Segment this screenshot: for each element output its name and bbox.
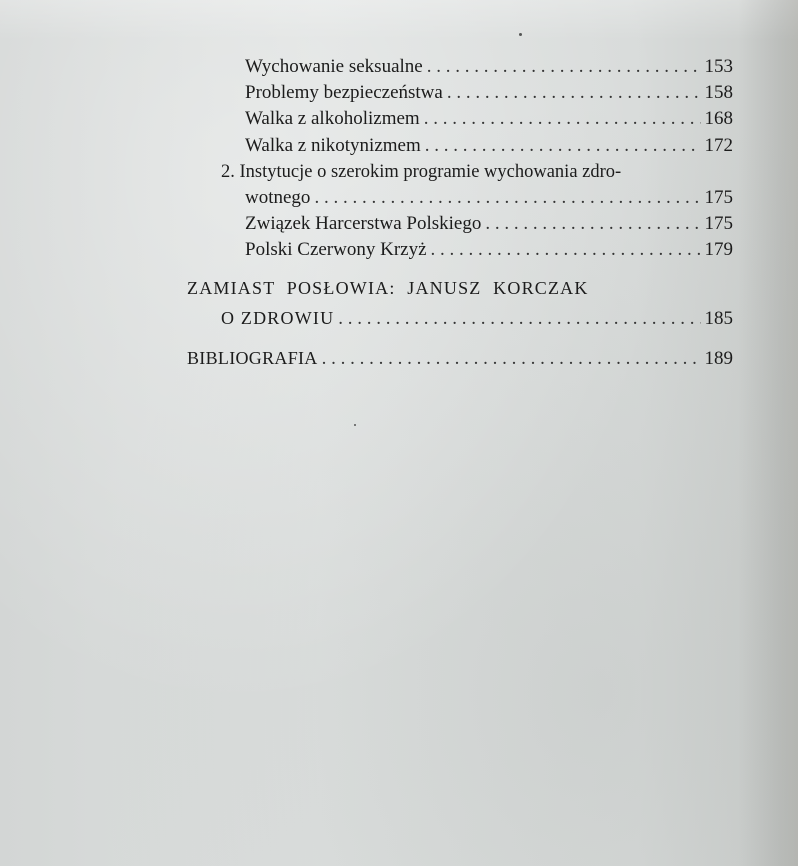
toc-entry-page: 172 [704,135,733,156]
dot-leader [424,106,701,132]
toc-entry [187,345,733,372]
toc-entry-page: 175 [704,213,733,234]
toc-entry-title: Walka z nikotynizmem [245,135,421,156]
dot-leader [447,80,701,106]
dot-leader [322,346,701,372]
toc-entry-page: 153 [704,56,733,77]
dot-leader [425,133,701,159]
toc-entry-page: 168 [704,108,733,129]
dot-leader [338,306,700,332]
toc-entry [245,80,733,106]
toc-entry-title-line2: wotnego [245,187,311,208]
toc-entry [245,237,733,263]
toc-entry-page: 185 [704,308,733,329]
toc-entry-title: Wychowanie seksualne [245,56,423,77]
toc-entry-title: Związek Harcerstwa Polskiego [245,213,482,234]
dot-leader [427,54,701,80]
toc-entry [245,54,733,80]
toc-entry [245,211,733,237]
dot-leader [485,211,700,237]
dot-leader [431,237,701,263]
dot-leader [314,185,700,211]
toc-entry-title: Problemy bezpieczeństwa [245,82,443,103]
toc-entry [245,133,733,159]
toc-entry [245,185,733,211]
toc-entry-title: Walka z alkoholizmem [245,108,420,129]
toc-entry [245,106,733,132]
toc-entry-title: BIBLIOGRAFIA [187,348,318,368]
toc-entry-title-line1: ZAMIAST POSŁOWIA: JANUSZ KORCZAK [187,278,589,298]
toc-entry-page: 189 [704,348,733,369]
toc-entry-title-line2: O ZDROWIU [221,308,335,328]
toc-entry-page: 179 [704,239,733,260]
toc-entry-page: 175 [704,187,733,208]
toc-entry-title-line1: 2. Instytucje o szerokim programie wychowania zdro- [221,162,622,182]
toc-entry-page: 158 [704,82,733,103]
toc-entry [221,305,733,332]
toc-entry-title: Polski Czerwony Krzyż [245,239,427,260]
